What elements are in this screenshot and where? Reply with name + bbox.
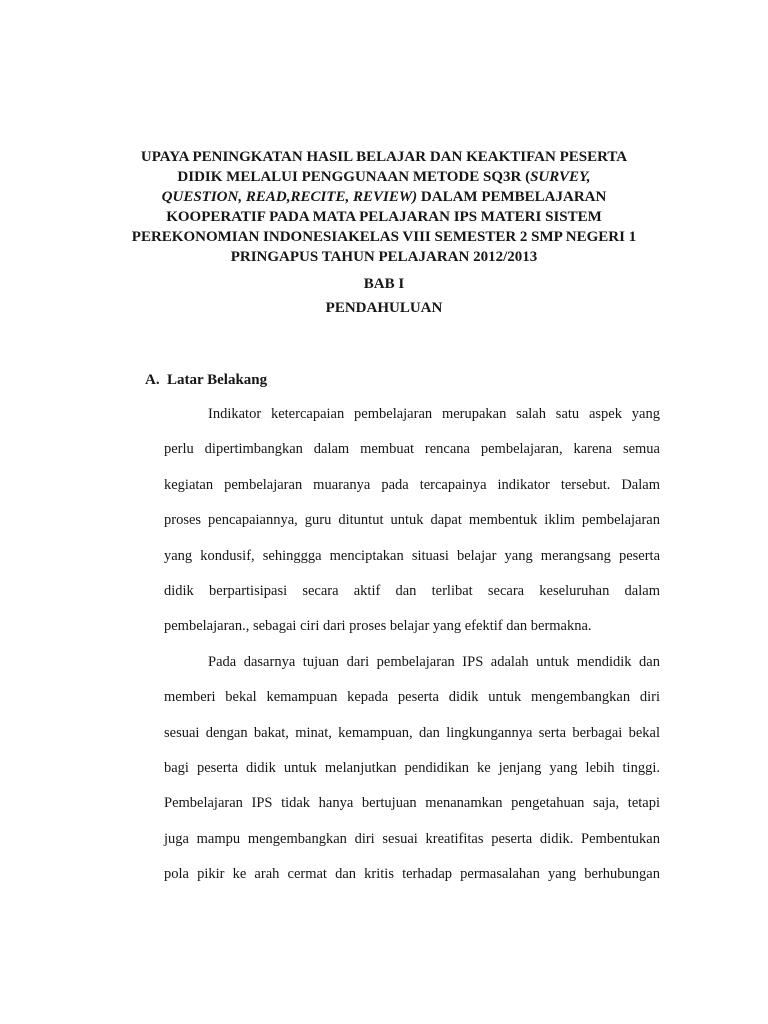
title-italic-text: SURVEY, [530,169,591,185]
title-line: PRINGAPUS TAHUN PELAJARAN 2012/2013 [230,249,538,265]
title-line: UPAYA PENINGKATAN HASIL BELAJAR DAN KEAKTIFAN PESERTA [140,149,628,165]
chapter-number: BAB I [363,276,405,292]
paragraph-line: juga mampu mengembangkan diri sesuai kreatifitas peserta didik. Pembentukan [164,830,660,847]
paragraph-line: pola pikir ke arah cermat dan kritis terhadap permasalahan yang berhubungan [164,866,660,883]
title-text: DALAM PEMBELAJARAN [417,189,607,205]
paragraph-line: Pada dasarnya tujuan dari pembelajaran IPS adalah untuk mendidik dan [208,653,660,670]
paragraph-line: yang kondusif, sehinggga menciptakan situasi belajar yang merangsang peserta [164,547,660,564]
section-title: Latar Belakang [167,372,268,388]
title-text: DIDIK MELALUI PENGGUNAAN METODE SQ3R ( [177,169,531,185]
paragraph-line: Indikator ketercapaian pembelajaran merupakan salah satu aspek yang [208,406,660,422]
paragraph-line: Pembelajaran IPS tidak hanya bertujuan menanamkan pengetahuan saja, tetapi [164,795,660,812]
document-title [110,147,658,267]
chapter-title: PENDAHULUAN [325,300,443,316]
section-letter: A. [145,372,160,388]
title-italic-text: QUESTION, READ,RECITE, REVIEW) [161,189,418,205]
title-line: PEREKONOMIAN INDONESIAKELAS VIII SEMESTER 2 SMP NEGERI 1 [131,229,637,245]
section-heading [145,370,267,390]
paragraph-line: perlu dipertimbangkan dalam membuat rencana pembelajaran, karena semua [164,441,660,458]
paragraph-line: pembelajaran., sebagai ciri dari proses belajar yang efektif dan bermakna. [164,618,592,635]
paragraph-line: didik berpartisipasi secara aktif dan terlibat secara keseluruhan dalam [164,582,660,599]
paragraph-line: kegiatan pembelajaran muaranya pada tercapainya indikator tersebut. Dalam [164,476,660,493]
paragraph-line: bagi peserta didik untuk melanjutkan pendidikan ke jenjang yang lebih tinggi. [164,759,660,776]
paragraph-line: proses pencapaiannya, guru dituntut untuk dapat membentuk iklim pembelajaran [164,512,660,529]
body-text [164,404,660,899]
paragraph-line: sesuai dengan bakat, minat, kemampuan, dan lingkungannya serta berbagai bekal [164,724,660,741]
title-line [110,187,658,207]
title-line [110,167,658,187]
paragraph-line: memberi bekal kemampuan kepada peserta didik untuk mengembangkan diri [164,689,660,706]
title-line: KOOPERATIF PADA MATA PELAJARAN IPS MATERI SISTEM [166,209,602,225]
